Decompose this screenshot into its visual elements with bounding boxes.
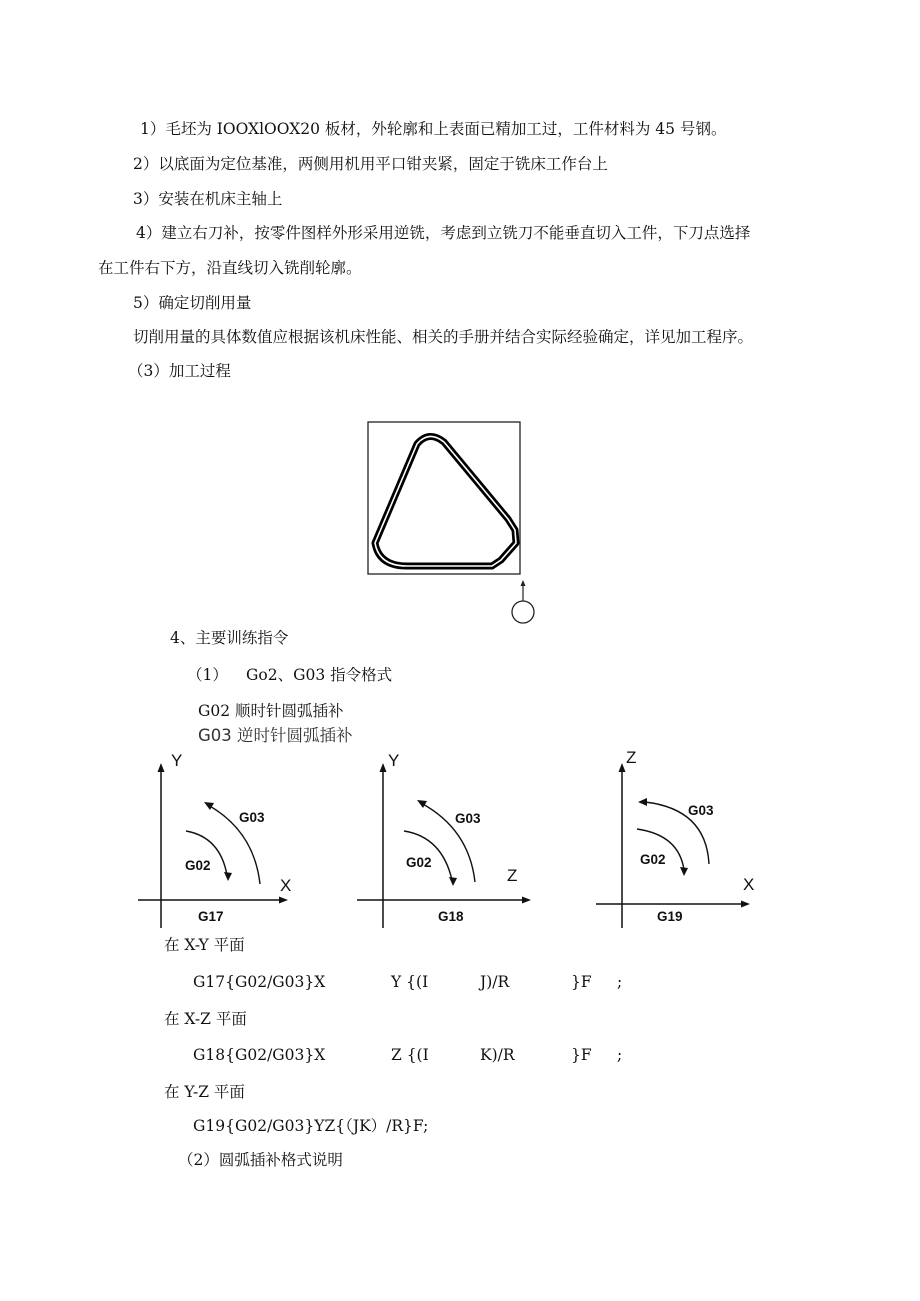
axis-arrow-icon (522, 897, 531, 904)
axis-arrow-icon (380, 763, 387, 772)
g02-description: G02 顺时针圆弧插补 (198, 702, 344, 720)
ccw-arrow-icon (638, 798, 647, 806)
horizontal-axis-label: X (280, 876, 292, 895)
subsection-1-number: （1） (187, 666, 228, 684)
axis-arrow-icon (619, 763, 626, 772)
axis-arrow-icon (741, 901, 750, 908)
xy-format-part-1: G17{G02/G03}X (193, 973, 326, 991)
xz-plane-label: 在 X-Z 平面 (164, 1010, 247, 1028)
plane-diagram-g19 (596, 743, 776, 933)
yz-plane-label: 在 Y-Z 平面 (164, 1083, 245, 1101)
section-4-title: 4、主要训练指令 (170, 629, 289, 647)
step-5-detail: 切削用量的具体数值应根据该机床性能、相关的手册并结合实际经验确定，详见加工程序。 (133, 328, 754, 346)
axis-arrow-icon (279, 897, 288, 904)
xz-format-part-1: G18{G02/G03}X (193, 1046, 326, 1064)
plane-code-label: G19 (657, 909, 683, 924)
g03-description: G03 逆时针圆弧插补 (198, 726, 353, 745)
step-2: 2）以底面为定位基准，两侧用机用平口钳夹紧，固定于铣床工作台上 (133, 155, 608, 173)
step-5: 5）确定切削用量 (133, 294, 252, 312)
plane-code-label: G17 (198, 909, 224, 924)
yz-format-line: G19{G02/G03}YZ{（JK）/R}F; (193, 1117, 429, 1135)
ccw-label: G03 (239, 810, 265, 825)
cw-arrow-icon (680, 867, 688, 876)
process-heading: （3）加工过程 (128, 362, 231, 380)
xy-plane-label: 在 X-Y 平面 (164, 936, 245, 954)
xy-format-part-2: Y {(I (391, 973, 429, 991)
xz-format-part-3: K)/R (480, 1046, 515, 1064)
horizontal-axis-label: Z (507, 866, 518, 885)
subsection-2-title: （2）圆弧插补格式说明 (178, 1151, 343, 1169)
cw-label: G02 (185, 858, 211, 873)
ccw-arrow-icon (204, 802, 214, 810)
horizontal-axis-label: X (743, 875, 755, 894)
cw-arrow-icon (224, 872, 232, 881)
cw-label: G02 (640, 852, 666, 867)
ccw-label: G03 (455, 811, 481, 826)
tool-path-contour (375, 436, 516, 566)
step-4-line-2: 在工件右下方，沿直线切入铣削轮廓。 (98, 259, 362, 277)
xz-format-part-5: ; (617, 1046, 623, 1064)
workpiece-contour-figure (360, 418, 540, 628)
xz-format-part-4: }F (571, 1046, 592, 1064)
ccw-arrow-icon (417, 800, 427, 808)
cw-label: G02 (406, 855, 432, 870)
xy-format-part-3: J)/R (480, 973, 510, 991)
tool-start-point-circle (512, 601, 534, 623)
plane-code-label: G18 (438, 909, 464, 924)
cw-arrow-icon (449, 877, 457, 886)
xz-format-part-2: Z {(I (391, 1046, 429, 1064)
ccw-label: G03 (688, 803, 714, 818)
vertical-axis-label: Y (388, 751, 400, 770)
plane-diagram-g17 (138, 743, 338, 933)
subsection-1-title: Go2、G03 指令格式 (246, 666, 393, 684)
vertical-axis-label: Z (626, 748, 637, 767)
step-4-line-1: 4）建立右刀补，按零件图样外形采用逆铣，考虑到立铣刀不能垂直切入工件，下刀点选择 (136, 224, 751, 242)
xy-format-part-4: }F (571, 973, 592, 991)
axis-arrow-icon (158, 763, 165, 772)
xy-format-part-5: ; (617, 973, 623, 991)
plane-diagram-g18 (357, 743, 557, 933)
step-3: 3）安装在机床主轴上 (133, 190, 283, 208)
approach-arrow-icon (521, 580, 526, 586)
step-1: 1）毛坯为 IOOXlOOX20 板材，外轮廓和上表面已精加工过，工件材料为 45 号钢。 (140, 120, 727, 138)
vertical-axis-label: Y (171, 751, 183, 770)
